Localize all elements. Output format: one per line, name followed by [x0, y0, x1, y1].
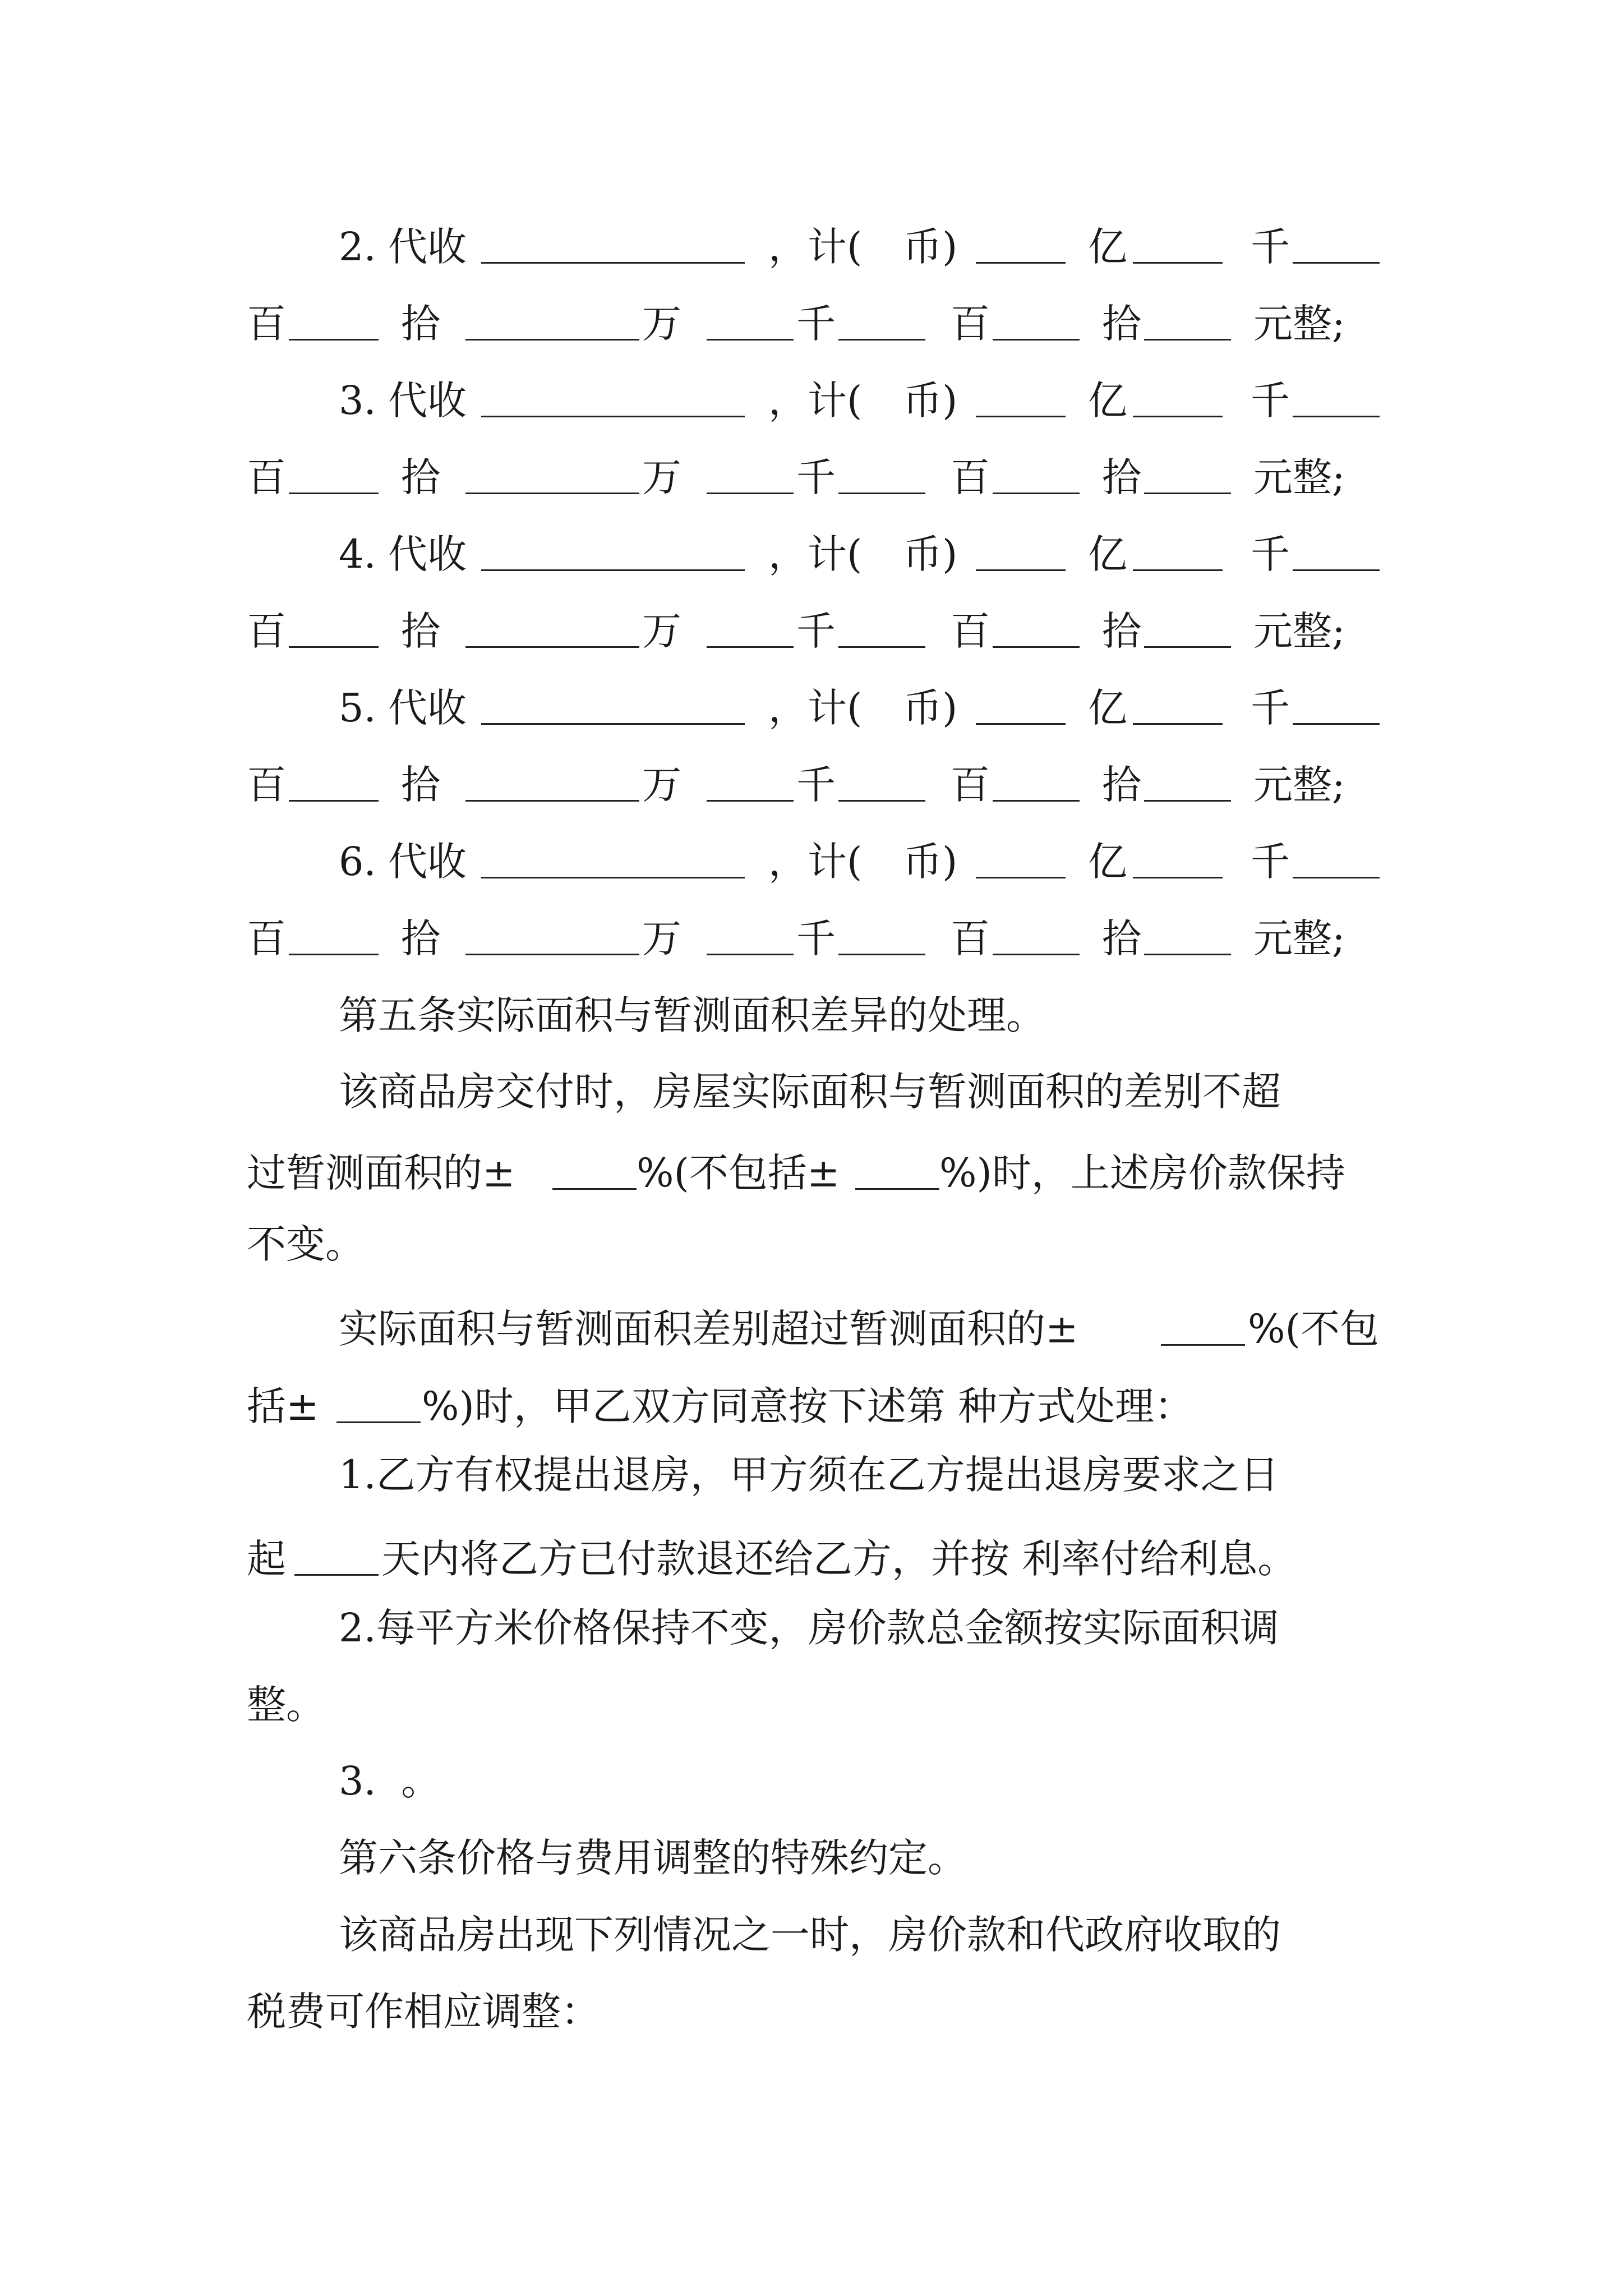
article-5-option-1-line-1: 1.乙方有权提出退房，甲方须在乙方提出退房要求之日 — [339, 1452, 1279, 1498]
qian-label: 千 — [796, 608, 836, 654]
shi-blank — [1144, 800, 1231, 802]
qian-label: 千 — [1251, 224, 1290, 270]
bai-label: 百 — [247, 608, 286, 654]
currency-label: 币) — [903, 224, 958, 270]
text-segment: 实际面积与暂测面积差别超过暂测面积的± — [339, 1306, 1078, 1352]
count-label: ，计( — [768, 685, 863, 731]
currency-blank — [976, 877, 1066, 878]
currency-blank — [976, 416, 1066, 417]
text-segment: %)时，上述房价款保持 — [939, 1150, 1345, 1196]
bai-label: 百 — [247, 301, 286, 347]
yi-blank — [1133, 416, 1223, 417]
bai-label: 百 — [951, 762, 990, 808]
amount-row-6-line-2 — [0, 908, 1345, 969]
bai-label: 百 — [951, 608, 990, 654]
yuan-zheng-label: 元整; — [1253, 608, 1345, 654]
shi-label: 拾 — [401, 915, 440, 961]
qian-label: 千 — [1251, 531, 1290, 577]
shi-label: 拾 — [401, 454, 440, 500]
wan-label: 万 — [642, 762, 681, 808]
qian-blank — [838, 954, 925, 955]
bai-blank — [289, 954, 379, 955]
qian-blank — [838, 800, 925, 802]
currency-blank — [976, 569, 1066, 571]
article-5-p1-line-2 — [0, 1142, 1345, 1204]
currency-blank — [976, 262, 1066, 264]
wan-label: 万 — [642, 301, 681, 347]
collect-label: 代收 — [388, 378, 467, 424]
shi-blank — [1144, 646, 1231, 648]
currency-label: 币) — [903, 685, 958, 731]
text-segment: 起 — [247, 1536, 286, 1582]
bai-blank — [289, 339, 379, 341]
text-segment: 天内将乙方已付款退还给乙方，并按 利率付给利息。 — [381, 1536, 1297, 1582]
bai-blank — [289, 493, 379, 494]
collect-blank — [481, 262, 745, 264]
yuan-zheng-label: 元整; — [1253, 762, 1345, 808]
currency-label: 币) — [903, 531, 958, 577]
yi-blank — [1133, 723, 1223, 725]
qian-label: 千 — [1251, 839, 1290, 885]
article-5-p1-line-3: 不变。 — [247, 1221, 365, 1267]
article-5-option-2-line-1: 2.每平方米价格保持不变，房价款总金额按实际面积调 — [339, 1605, 1279, 1651]
shi-label: 拾 — [401, 762, 440, 808]
collect-blank — [481, 416, 745, 417]
percent-blank — [336, 1421, 421, 1423]
qian-blank — [1293, 569, 1380, 571]
qian-label: 千 — [796, 915, 836, 961]
qian-label: 千 — [1251, 685, 1290, 731]
amount-row-6-line-1 — [0, 831, 1290, 892]
yi-blank — [1133, 262, 1223, 264]
bai-blank — [993, 646, 1080, 648]
bai-blank — [993, 800, 1080, 802]
item-number: 4. — [339, 531, 376, 577]
shi-blank — [465, 800, 639, 802]
item-number: 6. — [339, 839, 376, 885]
amount-row-4-line-1 — [0, 523, 1290, 585]
count-label: ，计( — [768, 531, 863, 577]
article-5-option-1-line-2 — [0, 1528, 1297, 1590]
qian-label: 千 — [1251, 378, 1290, 424]
qian-label: 千 — [796, 301, 836, 347]
count-label: ，计( — [768, 378, 863, 424]
count-label: ，计( — [768, 224, 863, 270]
bai-blank — [289, 646, 379, 648]
qian-blank — [1293, 877, 1380, 878]
text-segment: %(不包 — [1248, 1306, 1379, 1352]
article-5-title: 第五条实际面积与暂测面积差异的处理。 — [339, 992, 1045, 1038]
article-5-p2-line-2 — [0, 1375, 1194, 1437]
days-blank — [294, 1574, 379, 1576]
collect-blank — [481, 569, 745, 571]
bai-blank — [993, 493, 1080, 494]
amount-row-2-line-2 — [0, 293, 1345, 355]
shi-label: 拾 — [1102, 608, 1141, 654]
qian-blank — [1293, 723, 1380, 725]
collect-blank — [481, 723, 745, 725]
article-6-p1-line-2: 税费可作相应调整： — [247, 1989, 600, 2035]
amount-row-3-line-2 — [0, 447, 1345, 508]
article-5-p1-line-1: 该商品房交付时，房屋实际面积与暂测面积的差别不超 — [339, 1069, 1281, 1115]
amount-row-4-line-2 — [0, 600, 1345, 662]
yuan-zheng-label: 元整; — [1253, 915, 1345, 961]
bai-label: 百 — [247, 762, 286, 808]
bai-label: 百 — [247, 454, 286, 500]
item-number: 2. — [339, 224, 376, 270]
yi-label: 亿 — [1088, 531, 1127, 577]
item-number: 3. — [339, 378, 376, 424]
wan-label: 万 — [642, 454, 681, 500]
qian-blank — [1293, 416, 1380, 417]
text-segment: 括± — [247, 1383, 319, 1429]
shi-label: 拾 — [1102, 301, 1141, 347]
wan-blank — [707, 339, 794, 341]
text-segment: 过暂测面积的± — [247, 1150, 515, 1196]
bai-blank — [993, 339, 1080, 341]
qian-blank — [1293, 262, 1380, 264]
item-number: 5. — [339, 685, 376, 731]
article-6-p1-line-1: 该商品房出现下列情况之一时，房价款和代政府收取的 — [339, 1912, 1281, 1958]
currency-label: 币) — [903, 378, 958, 424]
shi-blank — [465, 339, 639, 341]
bai-label: 百 — [951, 454, 990, 500]
yi-blank — [1133, 877, 1223, 878]
shi-label: 拾 — [401, 608, 440, 654]
collect-blank — [481, 877, 745, 878]
text-segment: %(不包括± — [637, 1150, 840, 1196]
qian-label: 千 — [796, 454, 836, 500]
yi-label: 亿 — [1088, 378, 1127, 424]
article-5-option-2-line-2: 整。 — [247, 1682, 325, 1728]
shi-blank — [465, 954, 639, 955]
yi-label: 亿 — [1088, 685, 1127, 731]
article-6-title: 第六条价格与费用调整的特殊约定。 — [339, 1835, 967, 1881]
currency-label: 币) — [903, 839, 958, 885]
amount-row-2-line-1 — [0, 216, 1290, 278]
amount-row-5-line-1 — [0, 677, 1290, 739]
wan-label: 万 — [642, 915, 681, 961]
percent-blank — [855, 1188, 939, 1190]
shi-blank — [1144, 339, 1231, 341]
shi-label: 拾 — [1102, 762, 1141, 808]
shi-blank — [1144, 954, 1231, 955]
yi-label: 亿 — [1088, 224, 1127, 270]
bai-label: 百 — [951, 301, 990, 347]
collect-label: 代收 — [388, 839, 467, 885]
shi-label: 拾 — [401, 301, 440, 347]
article-5-p2-line-1 — [0, 1298, 1379, 1360]
bai-label: 百 — [951, 915, 990, 961]
yuan-zheng-label: 元整; — [1253, 454, 1345, 500]
bai-blank — [993, 954, 1080, 955]
amount-row-5-line-2 — [0, 754, 1345, 816]
shi-blank — [1144, 493, 1231, 494]
qian-blank — [838, 339, 925, 341]
bai-label: 百 — [247, 915, 286, 961]
bai-blank — [289, 800, 379, 802]
wan-blank — [707, 646, 794, 648]
wan-blank — [707, 493, 794, 494]
shi-blank — [465, 493, 639, 494]
percent-blank — [552, 1188, 637, 1190]
shi-label: 拾 — [1102, 454, 1141, 500]
qian-blank — [838, 646, 925, 648]
collect-label: 代收 — [388, 224, 467, 270]
collect-label: 代收 — [388, 685, 467, 731]
qian-label: 千 — [796, 762, 836, 808]
shi-blank — [465, 646, 639, 648]
collect-label: 代收 — [388, 531, 467, 577]
wan-blank — [707, 800, 794, 802]
yuan-zheng-label: 元整; — [1253, 301, 1345, 347]
currency-blank — [976, 723, 1066, 725]
text-segment: %)时，甲乙双方同意按下述第 种方式处理： — [422, 1383, 1194, 1429]
percent-blank — [1161, 1344, 1245, 1346]
qian-blank — [838, 493, 925, 494]
amount-row-3-line-1 — [0, 370, 1290, 431]
yi-blank — [1133, 569, 1223, 571]
article-5-option-3: 3. 。 — [339, 1758, 441, 1804]
count-label: ，计( — [768, 839, 863, 885]
shi-label: 拾 — [1102, 915, 1141, 961]
yi-label: 亿 — [1088, 839, 1127, 885]
wan-label: 万 — [642, 608, 681, 654]
wan-blank — [707, 954, 794, 955]
